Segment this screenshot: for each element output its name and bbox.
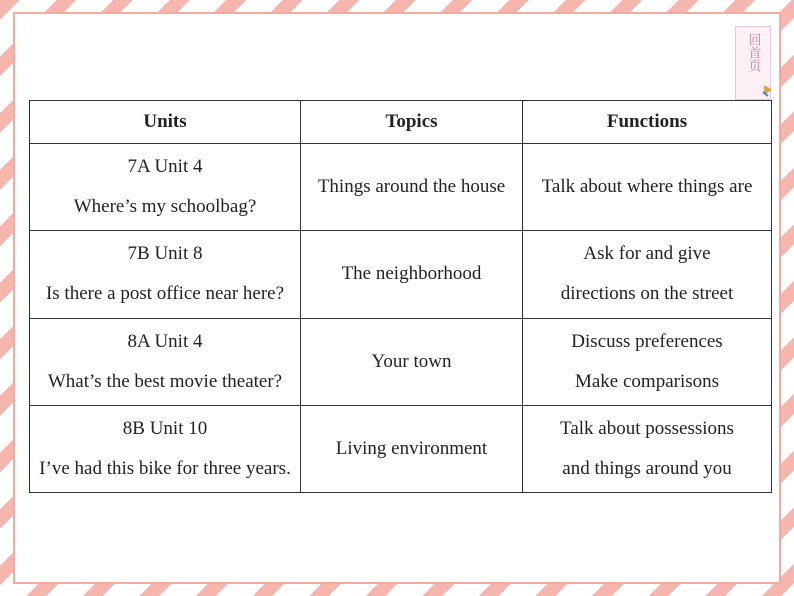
unit-cell <box>30 231 301 318</box>
function-line: directions on the street <box>560 283 734 305</box>
table-row <box>30 405 772 492</box>
table-row <box>30 231 772 318</box>
header-functions: Functions <box>523 101 772 144</box>
units-table <box>29 100 772 493</box>
table-row <box>30 144 772 231</box>
function-cell <box>523 318 772 405</box>
unit-title: Where’s my schoolbag? <box>73 196 257 218</box>
topic-cell: The neighborhood <box>301 231 523 318</box>
unit-title: What’s the best movie theater? <box>47 370 283 392</box>
function-line: Talk about where things are <box>541 176 753 198</box>
unit-code: 7A Unit 4 <box>127 156 203 178</box>
function-cell <box>523 144 772 231</box>
function-line: Make comparisons <box>574 370 720 392</box>
topic-cell: Living environment <box>301 405 523 492</box>
header-topics: Topics <box>301 101 523 144</box>
function-cell <box>523 231 772 318</box>
table-row <box>30 318 772 405</box>
unit-title: Is there a post office near here? <box>45 283 285 305</box>
unit-cell <box>30 144 301 231</box>
unit-code: 7B Unit 8 <box>127 243 203 265</box>
function-line: and things around you <box>562 457 732 479</box>
unit-cell <box>30 318 301 405</box>
function-line: Ask for and give <box>583 243 711 265</box>
home-button-label: 回首页 <box>745 33 761 72</box>
header-units: Units <box>30 101 301 144</box>
topic-cell: Things around the house <box>301 144 523 231</box>
unit-code: 8B Unit 10 <box>122 417 208 439</box>
unit-cell <box>30 405 301 492</box>
function-line: Discuss preferences <box>571 330 723 352</box>
home-arrow-icon <box>762 83 774 97</box>
unit-code: 8A Unit 4 <box>127 330 203 352</box>
topic-cell: Your town <box>301 318 523 405</box>
home-button[interactable] <box>735 26 771 100</box>
table-header-row <box>30 101 772 144</box>
unit-title: I’ve had this bike for three years. <box>39 457 291 479</box>
function-cell <box>523 405 772 492</box>
function-line: Talk about possessions <box>560 417 734 439</box>
